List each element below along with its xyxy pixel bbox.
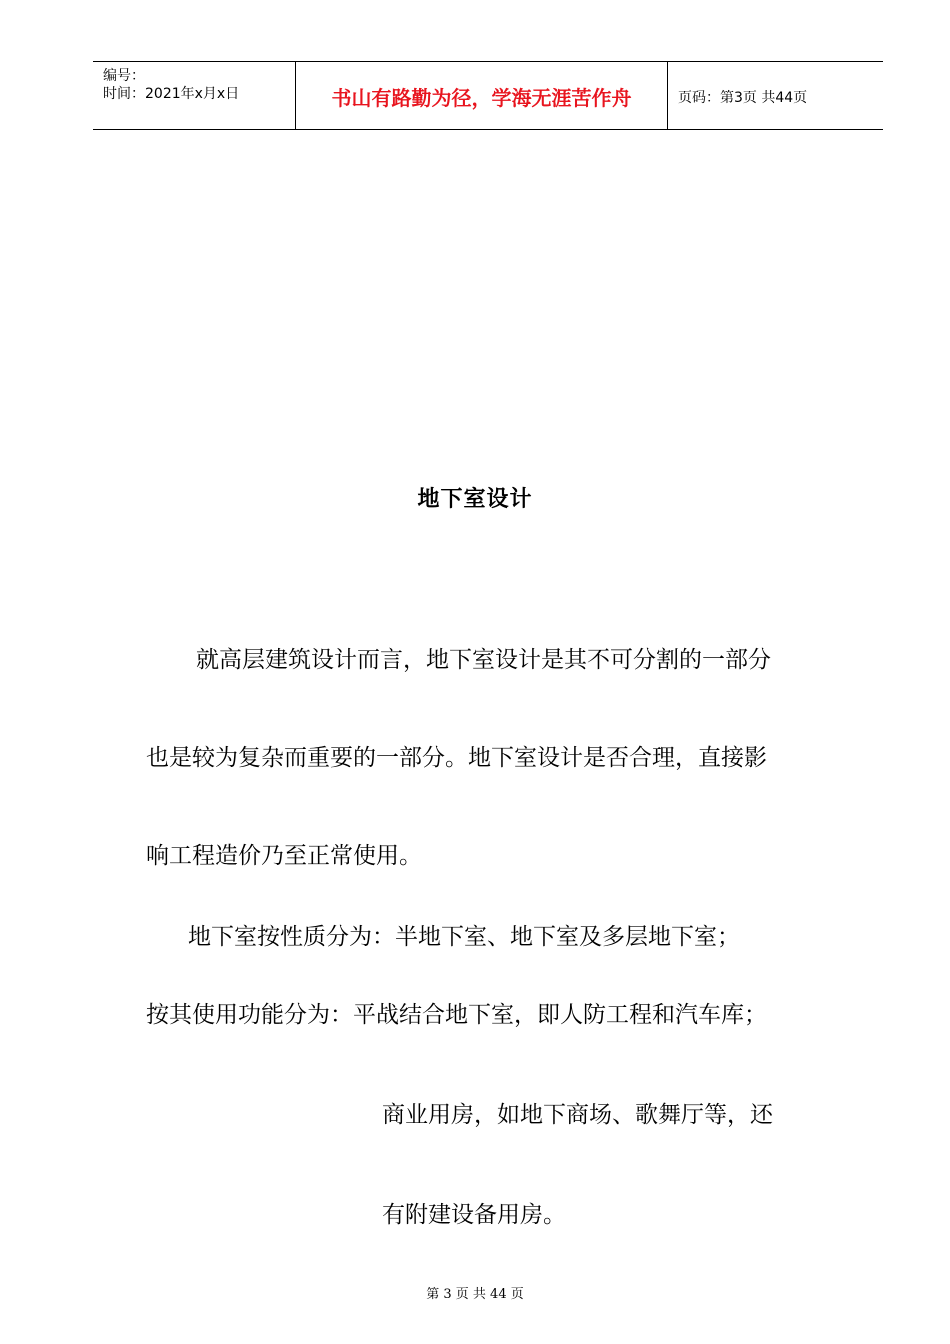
page-footer: 第 3 页 共 44 页 [426,1287,524,1302]
header-page-cell [668,62,883,129]
document-code-label: 编号： [103,68,145,84]
header-meta-cell [93,62,295,129]
document-time-label: 时间：2021年x月x日 [103,86,240,102]
header-page-info: 页码：第3页 共44页 [678,90,808,106]
paragraph-line-3: 响工程造价乃至正常使用。 [146,843,422,869]
header-motto-cell [295,62,668,129]
paragraph-line-4: 地下室按性质分为：半地下室、地下室及多层地下室； [188,924,740,950]
paragraph-line-2: 也是较为复杂而重要的一部分。地下室设计是否合理，直接影 [146,745,767,771]
header-motto: 书山有路勤为径，学海无涯苦作舟 [331,86,632,110]
page-header [93,61,883,130]
paragraph-line-6: 商业用房，如地下商场、歌舞厅等，还 [382,1102,773,1128]
paragraph-line-7: 有附建设备用房。 [382,1202,566,1228]
paragraph-line-5: 按其使用功能分为：平战结合地下室，即人防工程和汽车库； [146,1002,767,1028]
paragraph-line-1: 就高层建筑设计而言，地下室设计是其不可分割的一部分 [196,647,771,673]
document-title: 地下室设计 [417,487,533,512]
